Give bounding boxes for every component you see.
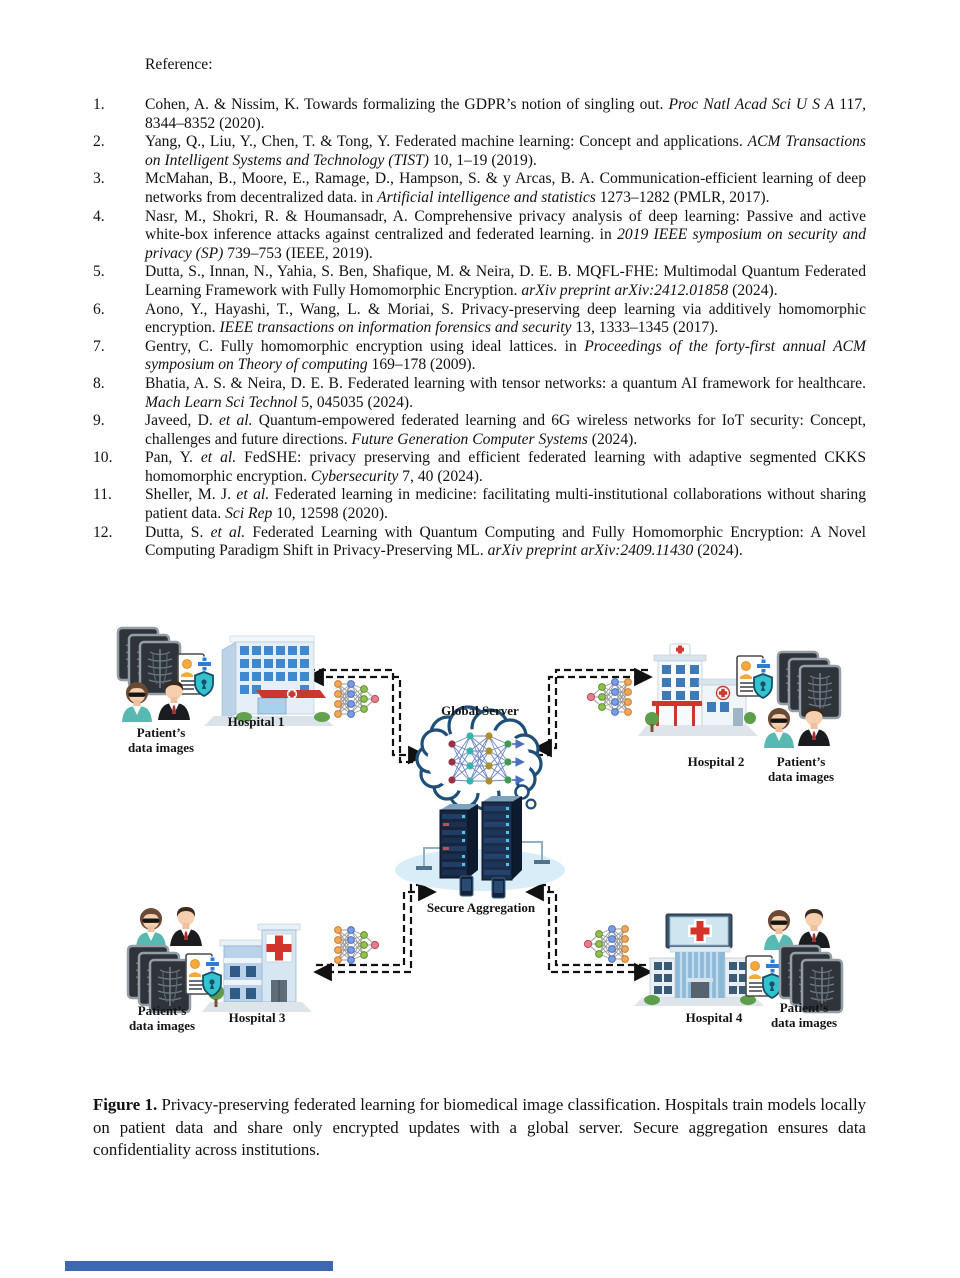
reference-number: 1.: [93, 96, 105, 113]
reference-text: Sheller, M. J. et al. Federated learning in medicine: facilitating multi-institutional collaborations without sharing patient data. Sci Rep 10, 12598 (2020).: [145, 486, 867, 523]
reference-section: [93, 56, 866, 561]
patient-data-label4-line2: data images: [770, 1015, 838, 1030]
reference-item: [93, 133, 866, 170]
global-server-cloud: [417, 703, 541, 809]
local-model-icon-hospital3: [335, 927, 379, 964]
hospital-1-label: Hospital 1: [227, 714, 285, 729]
local-model-icon-hospital1: [335, 681, 379, 718]
reference-item: [93, 486, 866, 523]
hospital-3-building: [202, 924, 312, 1012]
figure-caption: [93, 1094, 866, 1162]
reference-list: [93, 96, 866, 561]
reference-item: [93, 96, 866, 133]
reference-text: Dutta, S. et al. Federated Learning with Quantum Computing and Fully Homomorphic Encryption: A Novel Computing Paradigm Shift in Privacy-Preserving ML. arXiv preprint arXiv:2409.11430 (2024).: [145, 523, 866, 560]
local-model-icon-hospital4: [584, 926, 628, 963]
woman-avatar-hospital2: [764, 708, 794, 748]
reference-text: Pan, Y. et al. FedSHE: privacy preserving and efficient federated learning with adaptive segmented CKKS homomorphic encryption. Cybersecurity 7, 40 (2024).: [145, 449, 867, 485]
reference-item: [93, 524, 866, 561]
reference-item: [93, 338, 866, 375]
hospital-1-building: [204, 636, 334, 726]
figure-caption-text: Privacy-preserving federated learning for biomedical image classification. Hospitals train models locally on patient data and share only encrypted updates with a global server. Secure aggregation ensures data confidentiality across institutions.: [93, 1095, 867, 1160]
reference-text: Nasr, M., Shokri, R. & Houmansadr, A. Comprehensive privacy analysis of deep learning: Passive and active white-box inference attacks against centralized and federated learning. in 2019 IEEE symposium on security and privacy (SP) 739–753 (IEEE, 2019).: [145, 207, 866, 262]
reference-number: 9.: [93, 412, 105, 430]
reference-number: 2.: [93, 133, 105, 151]
man-avatar-hospital3: [170, 907, 202, 946]
reference-text: Bhatia, A. S. & Neira, D. E. B. Federated learning with tensor networks: a quantum AI framework for healthcare. Mach Learn Sci Technol 5, 045035 (2024).: [145, 374, 866, 411]
patient-data-label2-line1: Patient’s: [776, 754, 826, 769]
hospital-2-label: Hospital 2: [687, 754, 745, 769]
reference-number: 6.: [93, 300, 105, 318]
reference-number: 4.: [93, 207, 105, 225]
hospital-3-label: Hospital 3: [228, 1010, 286, 1025]
reference-text: McMahan, B., Moore, E., Ramage, D., Hampson, S. & y Arcas, B. A. Communication-efficient learning of deep networks from decentralized data. in Artificial intelligence and statistics 1273–1282 (PMLR, 2017).: [145, 170, 866, 206]
reference-number: 8.: [93, 374, 105, 392]
dashed-arrows-hospital3: [316, 885, 434, 972]
patient-data-label2-line2: data images: [767, 769, 835, 784]
patient-data-label3-line1: Patient’s: [137, 1003, 187, 1018]
patient-data-label4-line1: Patient’s: [779, 1000, 829, 1015]
man-avatar-hospital4: [798, 909, 830, 948]
woman-avatar-hospital3: [136, 908, 166, 948]
server-racks: [395, 796, 565, 915]
bottom-accent-bar: [65, 1261, 333, 1271]
reference-item: [93, 412, 866, 449]
reference-number: 7.: [93, 337, 105, 355]
reference-number: 5.: [93, 263, 105, 281]
woman-avatar-hospital4: [764, 910, 794, 950]
reference-text: Cohen, A. & Nissim, K. Towards formalizing the GDPR’s notion of singling out. Proc Natl Acad Sci U S A 117, 8344–8352 (2020).: [145, 96, 867, 132]
reference-item: [93, 449, 866, 486]
reference-number: 12.: [93, 523, 113, 541]
global-server-label: Global Server: [441, 703, 519, 718]
local-model-icon-hospital2: [587, 679, 631, 716]
patient-data-label1-line2: data images: [127, 740, 195, 755]
reference-item: [93, 263, 866, 300]
reference-item: [93, 208, 866, 264]
reference-number: 3.: [93, 170, 105, 188]
figure-caption-label: Figure 1.: [93, 1095, 158, 1114]
patient-data-label3-line2: data images: [128, 1018, 196, 1033]
reference-item: [93, 375, 866, 412]
reference-heading: Reference:: [145, 56, 213, 73]
patient-record-shield-icon-hospital2: [737, 656, 772, 698]
reference-text: Javeed, D. et al. Quantum-empowered federated learning and 6G wireless networks for IoT security: Concept, challenges and future directions. Future Generation Computer Systems (2024).: [145, 412, 866, 448]
reference-number: 11.: [93, 486, 112, 504]
patient-record-shield-icon-hospital4: [746, 956, 781, 998]
reference-text: Yang, Q., Liu, Y., Chen, T. & Tong, Y. Federated machine learning: Concept and applications. ACM Transactions on Intelligent Systems and Technology (TIST) 10, 1–19 (2019).: [145, 133, 866, 169]
reference-text: Aono, Y., Hayashi, T., Wang, L. & Moriai, S. Privacy-preserving deep learning via additively homomorphic encryption. IEEE transactions on information forensics and security 13, 1333–1345 (2017).: [145, 300, 866, 337]
figure-1-diagram: [0, 616, 960, 1061]
patient-data-label1-line1: Patient’s: [136, 725, 186, 740]
reference-item: [93, 170, 866, 207]
secure-aggregation-label: Secure Aggregation: [426, 900, 536, 915]
hospital-4-label: Hospital 4: [685, 1010, 743, 1025]
patient-record-shield-icon-hospital1: [178, 654, 213, 696]
dashed-arrows-hospital2: [536, 670, 650, 755]
reference-number: 10.: [93, 449, 113, 467]
reference-item: [93, 301, 866, 338]
thought-bubble-small: [527, 800, 536, 809]
reference-text: Dutta, S., Innan, N., Yahia, S. Ben, Shafique, M. & Neira, D. E. B. MQFL-FHE: Multimodal Quantum Federated Learning Framework with Fully Homomorphic Encryption. arXiv preprint arXiv:2412.01858 (2024).: [145, 263, 866, 299]
patient-record-shield-icon-hospital3: [186, 954, 221, 996]
hospital-4-building: [634, 914, 764, 1006]
reference-text: Gentry, C. Fully homomorphic encryption using ideal lattices. in Proceedings of the forty-first annual ACM symposium on Theory of computing 169–178 (2009).: [145, 337, 866, 374]
dashed-arrows-hospital4: [528, 885, 650, 972]
